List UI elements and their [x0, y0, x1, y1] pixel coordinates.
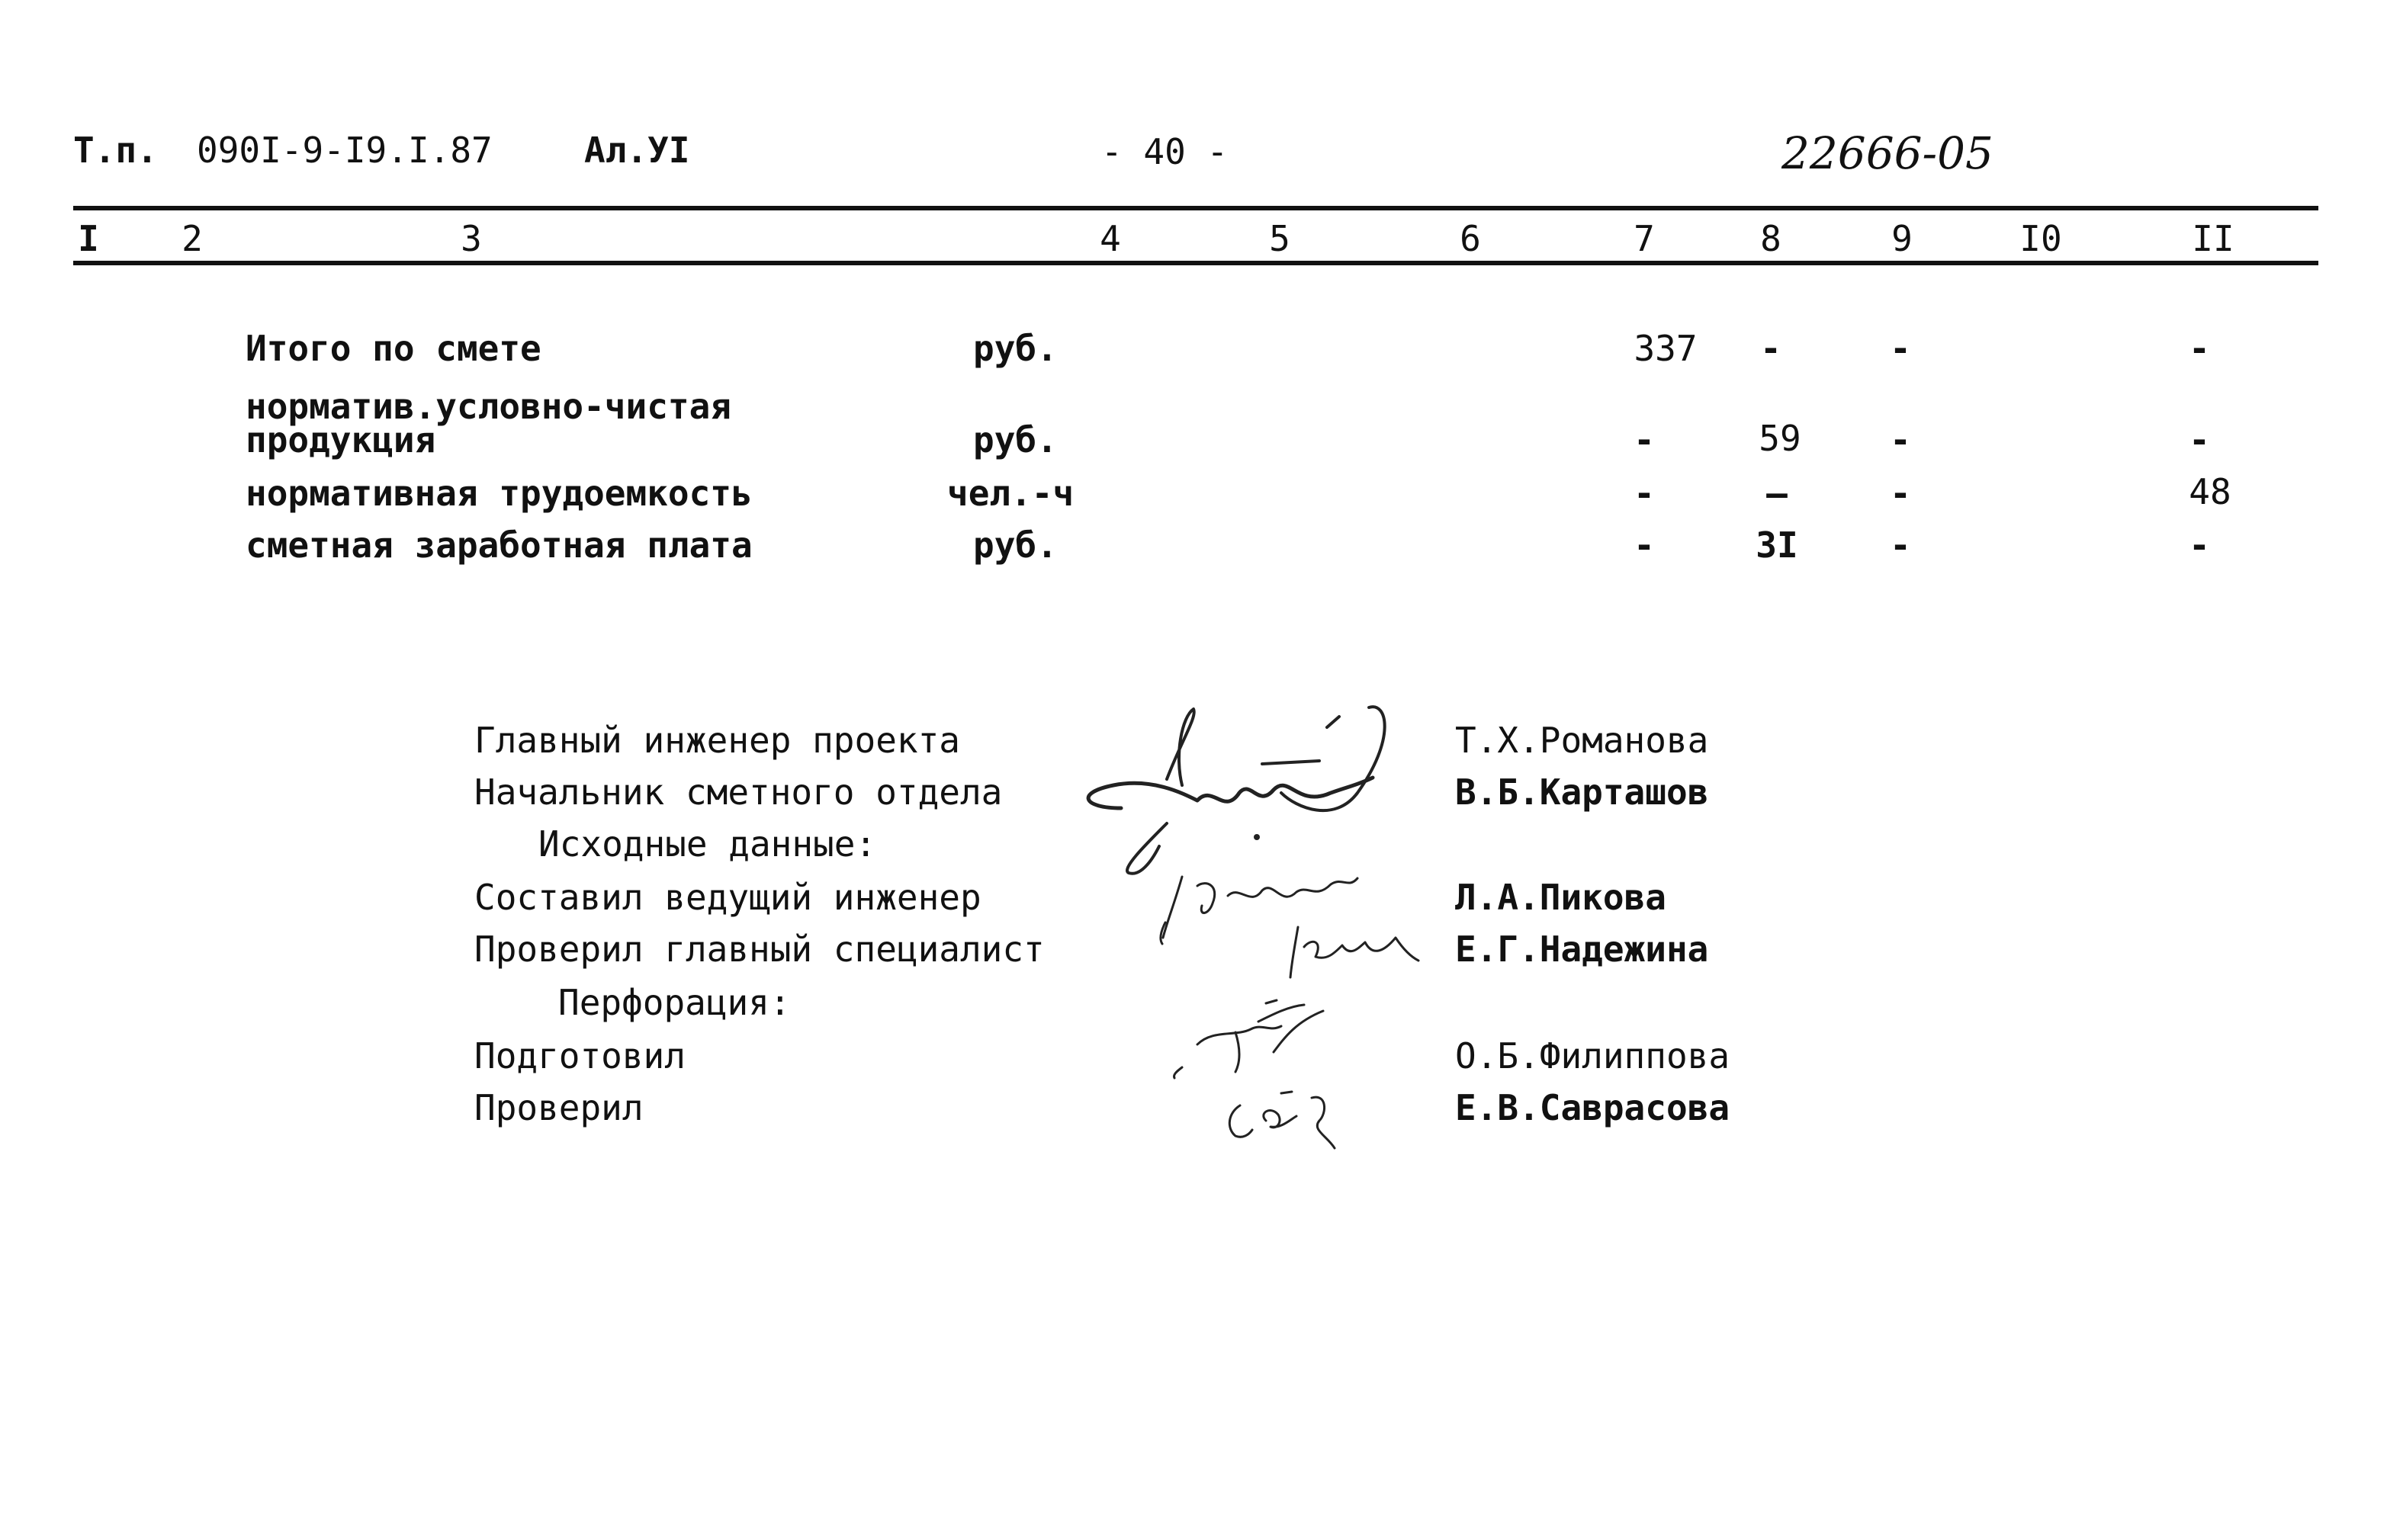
doc-prefix: Т.п. [73, 130, 158, 171]
row-label: нормативная трудоемкость [246, 473, 753, 514]
cell-col7: - [1634, 473, 1655, 514]
perforation-heading: Перфорация: [558, 982, 791, 1023]
column-number: 6 [1460, 218, 1481, 259]
person-compiled: Л.А.Пикова [1455, 877, 1666, 918]
row-unit: руб. [973, 525, 1058, 566]
album-number: Ал.УI [584, 130, 690, 171]
cell-col9: - [1890, 419, 1911, 460]
signature-scribble-savrasova [1213, 1083, 1365, 1151]
cell-col11: 48 [2189, 471, 2231, 512]
person-checked-specialist: Е.Г.Надежина [1455, 929, 1709, 970]
row-unit: руб. [973, 419, 1058, 460]
row-label: сметная заработная плата [246, 525, 753, 566]
column-number: 3 [461, 218, 482, 259]
row-unit: руб. [973, 328, 1058, 369]
role-checked: Проверил [474, 1087, 644, 1128]
cell-col7: 337 [1634, 328, 1698, 369]
cell-col7: - [1634, 525, 1655, 566]
cell-col9: - [1890, 473, 1911, 514]
column-number: 9 [1891, 218, 1913, 259]
column-number: I [78, 218, 99, 259]
person-chief-engineer: Т.Х.Романова [1455, 720, 1709, 761]
signature-scribble-filippova [1159, 999, 1357, 1083]
person-checked: Е.В.Саврасова [1455, 1087, 1730, 1128]
role-estimate-head: Начальник сметного отдела [474, 772, 1003, 813]
role-prepared: Подготовил [474, 1035, 686, 1076]
page-number: - 40 - [1101, 131, 1229, 172]
cell-col8: — [1766, 473, 1788, 514]
column-number: I0 [2019, 218, 2062, 259]
column-number: II [2192, 218, 2234, 259]
column-number: 5 [1269, 218, 1290, 259]
role-compiled: Составил ведущий инженер [474, 877, 981, 918]
cell-col8: 59 [1759, 418, 1801, 459]
role-checked-specialist: Проверил главный специалист [474, 929, 1045, 970]
cell-col11: - [2189, 419, 2210, 460]
source-data-heading: Исходные данные: [538, 823, 877, 865]
column-number: 2 [182, 218, 203, 259]
column-number: 8 [1760, 218, 1781, 259]
signature-scribble-nadezhina [1281, 915, 1434, 983]
role-chief-engineer: Главный инженер проекта [474, 720, 960, 761]
cell-col8: - [1760, 328, 1781, 369]
cell-col9: - [1890, 525, 1911, 566]
row-label: Итого по смете [246, 328, 541, 369]
person-prepared: О.Б.Филиппова [1455, 1035, 1730, 1076]
doc-code: 090I-9-I9.I.87 [197, 130, 493, 171]
inventory-number: 22666-05 [1781, 127, 1993, 179]
cell-col8: 3I [1756, 525, 1798, 566]
header-rule-bottom [73, 261, 2318, 265]
row-unit: чел.-ч [947, 473, 1075, 514]
header-rule-top [73, 206, 2318, 210]
column-number: 4 [1100, 218, 1121, 259]
cell-col9: - [1890, 328, 1911, 369]
cell-col11: - [2189, 328, 2210, 369]
row-label-continuation: продукция [246, 419, 436, 460]
cell-col7: - [1634, 419, 1655, 460]
cell-col11: - [2189, 525, 2210, 566]
person-estimate-head: В.Б.Карташов [1455, 772, 1709, 813]
row-label: норматив.условно-чистая [246, 386, 731, 427]
column-number: 7 [1634, 218, 1655, 259]
